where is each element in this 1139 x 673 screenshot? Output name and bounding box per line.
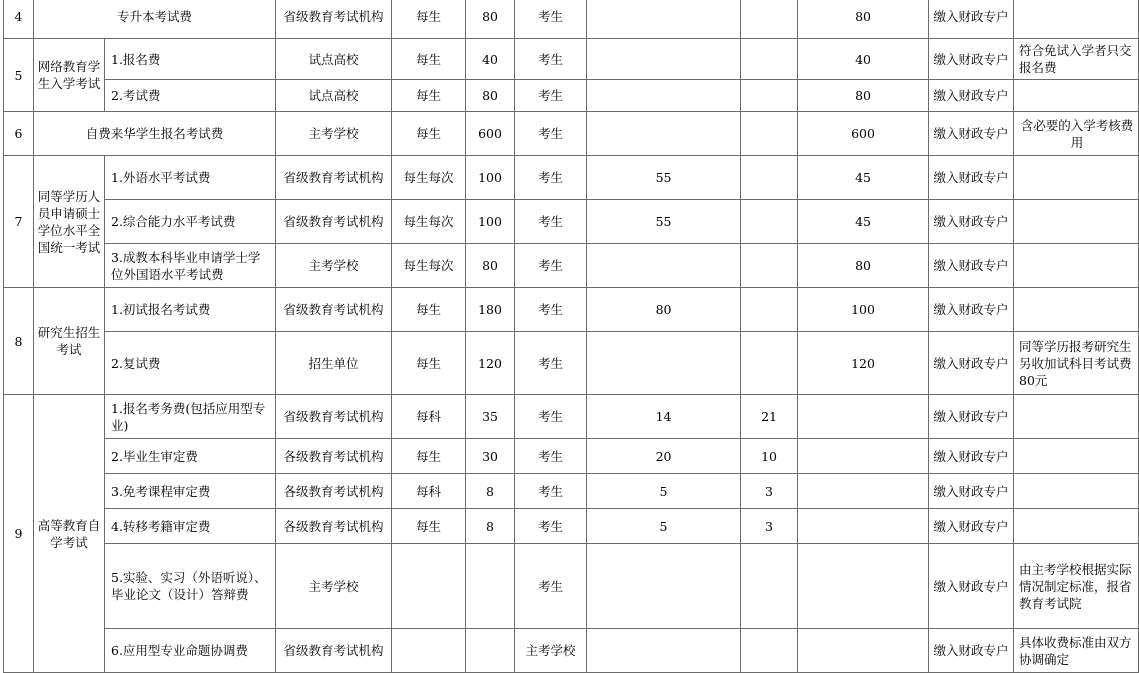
allocation-1 <box>587 80 741 112</box>
fee-standard <box>466 629 515 673</box>
allocation-2 <box>741 629 798 673</box>
fee-item: 1.报名考务费(包括应用型专业) <box>105 395 276 439</box>
allocation-1 <box>587 112 741 156</box>
table-row <box>4 288 1139 332</box>
fund-destination: 缴入财政专户 <box>929 544 1014 629</box>
fee-standard: 120 <box>466 332 515 395</box>
allocation-2 <box>741 244 798 288</box>
remark <box>1014 509 1139 544</box>
allocation-2 <box>741 544 798 629</box>
collecting-agency: 省级教育考试机构 <box>276 0 392 39</box>
payer: 考生 <box>515 332 587 395</box>
fee-item: 2.复试费 <box>105 332 276 395</box>
row-number: 5 <box>4 39 34 112</box>
allocation-3: 120 <box>798 332 929 395</box>
fund-destination: 缴入财政专户 <box>929 156 1014 200</box>
table-row <box>4 332 1139 395</box>
remark: 含必要的入学考核费用 <box>1014 112 1139 156</box>
fee-standard: 100 <box>466 156 515 200</box>
row-number: 4 <box>4 0 34 39</box>
allocation-1: 5 <box>587 509 741 544</box>
fee-category: 高等教育自学考试 <box>34 395 105 673</box>
fee-item: 3.免考课程审定费 <box>105 474 276 509</box>
allocation-2 <box>741 112 798 156</box>
charge-unit: 每生 <box>392 39 466 80</box>
fee-standard <box>466 544 515 629</box>
payer: 考生 <box>515 439 587 474</box>
allocation-3: 80 <box>798 80 929 112</box>
collecting-agency: 招生单位 <box>276 332 392 395</box>
allocation-1: 55 <box>587 156 741 200</box>
collecting-agency: 试点高校 <box>276 39 392 80</box>
fee-standard: 35 <box>466 395 515 439</box>
fee-item: 2.毕业生审定费 <box>105 439 276 474</box>
allocation-3: 600 <box>798 112 929 156</box>
collecting-agency: 试点高校 <box>276 80 392 112</box>
allocation-2: 10 <box>741 439 798 474</box>
payer: 考生 <box>515 395 587 439</box>
payer: 考生 <box>515 288 587 332</box>
allocation-1: 55 <box>587 200 741 244</box>
allocation-1 <box>587 244 741 288</box>
fee-standard: 8 <box>466 474 515 509</box>
allocation-3 <box>798 474 929 509</box>
table-row <box>4 474 1139 509</box>
allocation-2 <box>741 39 798 80</box>
payer: 考生 <box>515 544 587 629</box>
remark <box>1014 156 1139 200</box>
row-number: 6 <box>4 112 34 156</box>
fund-destination: 缴入财政专户 <box>929 332 1014 395</box>
charge-unit: 每生每次 <box>392 156 466 200</box>
payer: 考生 <box>515 200 587 244</box>
payer: 考生 <box>515 0 587 39</box>
collecting-agency: 各级教育考试机构 <box>276 474 392 509</box>
remark <box>1014 395 1139 439</box>
allocation-1 <box>587 332 741 395</box>
payer: 考生 <box>515 474 587 509</box>
remark: 由主考学校根据实际情况制定标准，报省教育考试院 <box>1014 544 1139 629</box>
fee-item: 专升本考试费 <box>34 0 276 39</box>
remark <box>1014 0 1139 39</box>
charge-unit <box>392 544 466 629</box>
collecting-agency: 省级教育考试机构 <box>276 629 392 673</box>
charge-unit: 每生每次 <box>392 200 466 244</box>
payer: 考生 <box>515 80 587 112</box>
fee-standard: 80 <box>466 0 515 39</box>
payer: 主考学校 <box>515 629 587 673</box>
collecting-agency: 省级教育考试机构 <box>276 200 392 244</box>
fund-destination: 缴入财政专户 <box>929 439 1014 474</box>
row-number: 8 <box>4 288 34 395</box>
collecting-agency: 各级教育考试机构 <box>276 509 392 544</box>
fund-destination: 缴入财政专户 <box>929 0 1014 39</box>
fund-destination: 缴入财政专户 <box>929 474 1014 509</box>
charge-unit <box>392 629 466 673</box>
allocation-3 <box>798 509 929 544</box>
remark <box>1014 439 1139 474</box>
payer: 考生 <box>515 244 587 288</box>
allocation-3 <box>798 439 929 474</box>
payer: 考生 <box>515 39 587 80</box>
fee-table <box>3 0 1139 673</box>
fee-item: 2.考试费 <box>105 80 276 112</box>
fee-category: 研究生招生考试 <box>34 288 105 395</box>
remark <box>1014 288 1139 332</box>
charge-unit: 每生 <box>392 509 466 544</box>
allocation-1: 5 <box>587 474 741 509</box>
fee-item: 2.综合能力水平考试费 <box>105 200 276 244</box>
row-number: 7 <box>4 156 34 288</box>
allocation-3: 40 <box>798 39 929 80</box>
remark <box>1014 200 1139 244</box>
fee-standard: 40 <box>466 39 515 80</box>
table-row <box>4 156 1139 200</box>
allocation-2 <box>741 332 798 395</box>
table-row <box>4 200 1139 244</box>
collecting-agency: 省级教育考试机构 <box>276 288 392 332</box>
collecting-agency: 主考学校 <box>276 244 392 288</box>
allocation-3: 80 <box>798 244 929 288</box>
allocation-1: 14 <box>587 395 741 439</box>
table-row <box>4 80 1139 112</box>
remark <box>1014 474 1139 509</box>
payer: 考生 <box>515 509 587 544</box>
payer: 考生 <box>515 156 587 200</box>
allocation-1 <box>587 39 741 80</box>
collecting-agency: 主考学校 <box>276 544 392 629</box>
fund-destination: 缴入财政专户 <box>929 39 1014 80</box>
allocation-2: 3 <box>741 474 798 509</box>
charge-unit: 每科 <box>392 395 466 439</box>
allocation-3 <box>798 544 929 629</box>
charge-unit: 每生 <box>392 80 466 112</box>
charge-unit: 每生每次 <box>392 244 466 288</box>
charge-unit: 每生 <box>392 112 466 156</box>
fee-item: 1.初试报名考试费 <box>105 288 276 332</box>
allocation-3: 45 <box>798 156 929 200</box>
table-row <box>4 395 1139 439</box>
fund-destination: 缴入财政专户 <box>929 244 1014 288</box>
fund-destination: 缴入财政专户 <box>929 395 1014 439</box>
allocation-3: 100 <box>798 288 929 332</box>
allocation-1 <box>587 544 741 629</box>
allocation-1: 80 <box>587 288 741 332</box>
fee-standard: 80 <box>466 80 515 112</box>
table-row <box>4 544 1139 629</box>
table-row <box>4 244 1139 288</box>
collecting-agency: 省级教育考试机构 <box>276 395 392 439</box>
table-row <box>4 0 1139 39</box>
fee-standard: 30 <box>466 439 515 474</box>
fee-standard: 600 <box>466 112 515 156</box>
allocation-2 <box>741 80 798 112</box>
charge-unit: 每生 <box>392 0 466 39</box>
table-row <box>4 629 1139 673</box>
fund-destination: 缴入财政专户 <box>929 112 1014 156</box>
fee-item: 3.成教本科毕业申请学士学位外国语水平考试费 <box>105 244 276 288</box>
charge-unit: 每生 <box>392 439 466 474</box>
remark <box>1014 80 1139 112</box>
remark <box>1014 244 1139 288</box>
payer: 考生 <box>515 112 587 156</box>
fee-item: 4.转移考籍审定费 <box>105 509 276 544</box>
fund-destination: 缴入财政专户 <box>929 200 1014 244</box>
allocation-1 <box>587 629 741 673</box>
fund-destination: 缴入财政专户 <box>929 629 1014 673</box>
allocation-3 <box>798 629 929 673</box>
fee-item: 1.报名费 <box>105 39 276 80</box>
fund-destination: 缴入财政专户 <box>929 288 1014 332</box>
charge-unit: 每科 <box>392 474 466 509</box>
table-row <box>4 39 1139 80</box>
table-row <box>4 509 1139 544</box>
allocation-1 <box>587 0 741 39</box>
remark: 同等学历报考研究生另收加试科目考试费80元 <box>1014 332 1139 395</box>
allocation-2 <box>741 200 798 244</box>
fee-item: 1.外语水平考试费 <box>105 156 276 200</box>
charge-unit: 每生 <box>392 288 466 332</box>
table-row <box>4 112 1139 156</box>
allocation-3: 45 <box>798 200 929 244</box>
fee-standard: 8 <box>466 509 515 544</box>
row-number: 9 <box>4 395 34 673</box>
fee-standard: 100 <box>466 200 515 244</box>
charge-unit: 每生 <box>392 332 466 395</box>
collecting-agency: 各级教育考试机构 <box>276 439 392 474</box>
fee-standard: 80 <box>466 244 515 288</box>
fee-item: 6.应用型专业命题协调费 <box>105 629 276 673</box>
remark: 具体收费标准由双方协调确定 <box>1014 629 1139 673</box>
fund-destination: 缴入财政专户 <box>929 80 1014 112</box>
fee-item: 5.实验、实习（外语听说）、毕业论文（设计）答辩费 <box>105 544 276 629</box>
fee-category: 同等学历人员申请硕士学位水平全国统一考试 <box>34 156 105 288</box>
allocation-2: 21 <box>741 395 798 439</box>
table-row <box>4 439 1139 474</box>
allocation-2 <box>741 0 798 39</box>
allocation-2: 3 <box>741 509 798 544</box>
fee-category: 网络教育学生入学考试 <box>34 39 105 112</box>
collecting-agency: 省级教育考试机构 <box>276 156 392 200</box>
fund-destination: 缴入财政专户 <box>929 509 1014 544</box>
allocation-2 <box>741 288 798 332</box>
allocation-3 <box>798 395 929 439</box>
fee-item: 自费来华学生报名考试费 <box>34 112 276 156</box>
allocation-2 <box>741 156 798 200</box>
fee-standard: 180 <box>466 288 515 332</box>
allocation-1: 20 <box>587 439 741 474</box>
allocation-3: 80 <box>798 0 929 39</box>
collecting-agency: 主考学校 <box>276 112 392 156</box>
remark: 符合免试入学者只交报名费 <box>1014 39 1139 80</box>
